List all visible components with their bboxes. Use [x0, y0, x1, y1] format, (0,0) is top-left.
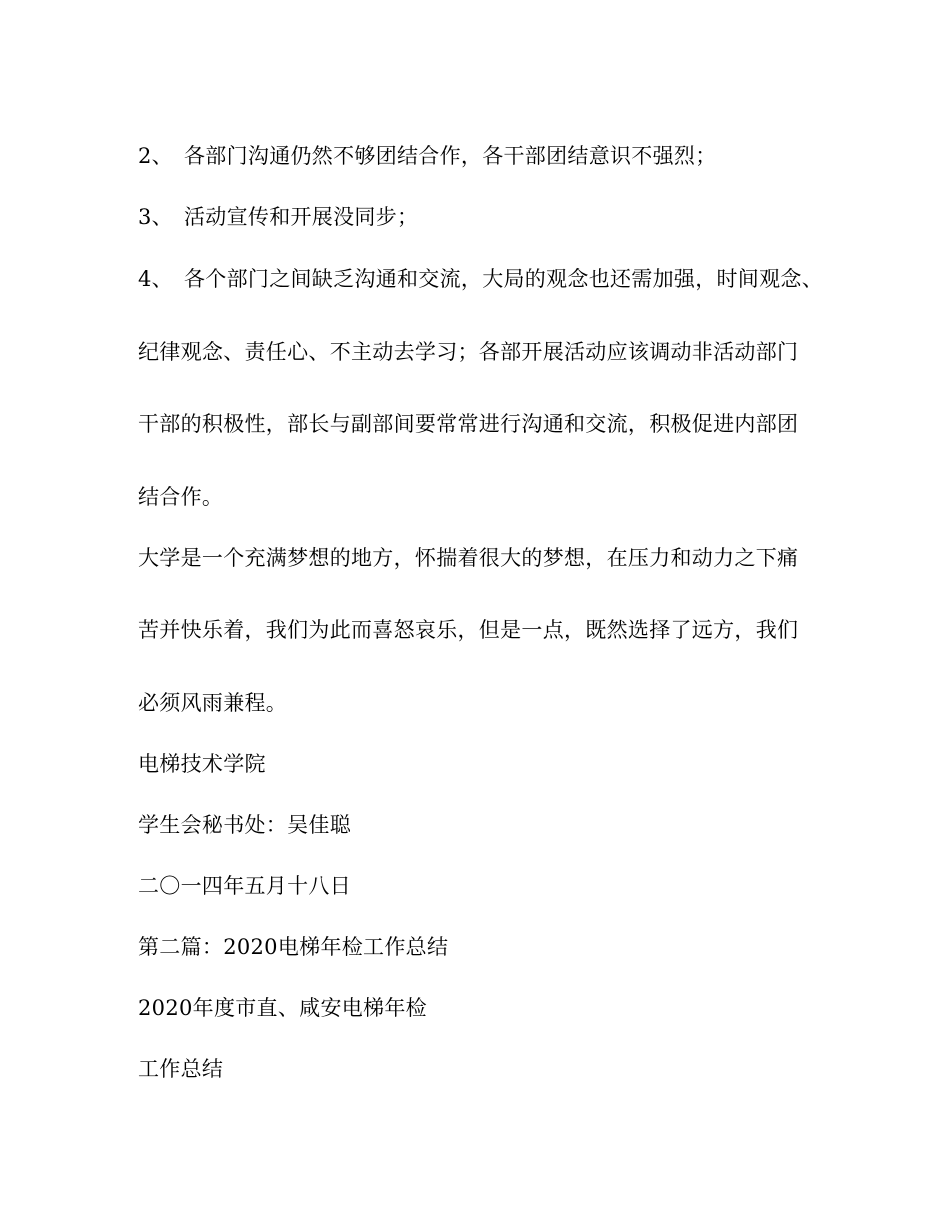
signature-date: 二〇一四年五月十八日 — [138, 874, 351, 898]
closing-paragraph-line: 必须风雨兼程。 — [138, 691, 288, 715]
closing-paragraph-line: 大学是一个充满梦想的地方，怀揣着很大的梦想，在压力和动力之下痛 — [138, 546, 799, 570]
list-item-4 — [138, 266, 823, 292]
list-number: 2、 — [138, 144, 173, 168]
section-title: 工作总结 — [138, 1057, 224, 1081]
paragraph-line: 干部的积极性，部长与副部间要常常进行沟通和交流，积极促进内部团 — [138, 412, 799, 436]
list-text: 各个部门之间缺乏沟通和交流，大局的观念也还需加强，时间观念、 — [184, 267, 823, 291]
list-number: 3、 — [138, 205, 173, 229]
signature-author: 学生会秘书处：吴佳聪 — [138, 813, 351, 837]
list-item-2 — [138, 143, 717, 169]
section-heading: 第二篇：2020电梯年检工作总结 — [138, 935, 449, 959]
list-text: 活动宣传和开展没同步； — [184, 205, 419, 229]
list-text: 各部门沟通仍然不够团结合作，各干部团结意识不强烈； — [184, 144, 717, 168]
paragraph-line: 纪律观念、责任心、不主动去学习；各部开展活动应该调动非活动部门 — [138, 340, 799, 364]
list-item-3 — [138, 204, 418, 230]
closing-paragraph-line: 苦并快乐着，我们为此而喜怒哀乐，但是一点，既然选择了远方，我们 — [138, 618, 799, 642]
section-subtitle: 2020年度市直、咸安电梯年检 — [138, 996, 427, 1020]
list-number: 4、 — [138, 267, 173, 291]
signature-organization: 电梯技术学院 — [138, 752, 266, 776]
paragraph-line: 结合作。 — [138, 485, 224, 509]
